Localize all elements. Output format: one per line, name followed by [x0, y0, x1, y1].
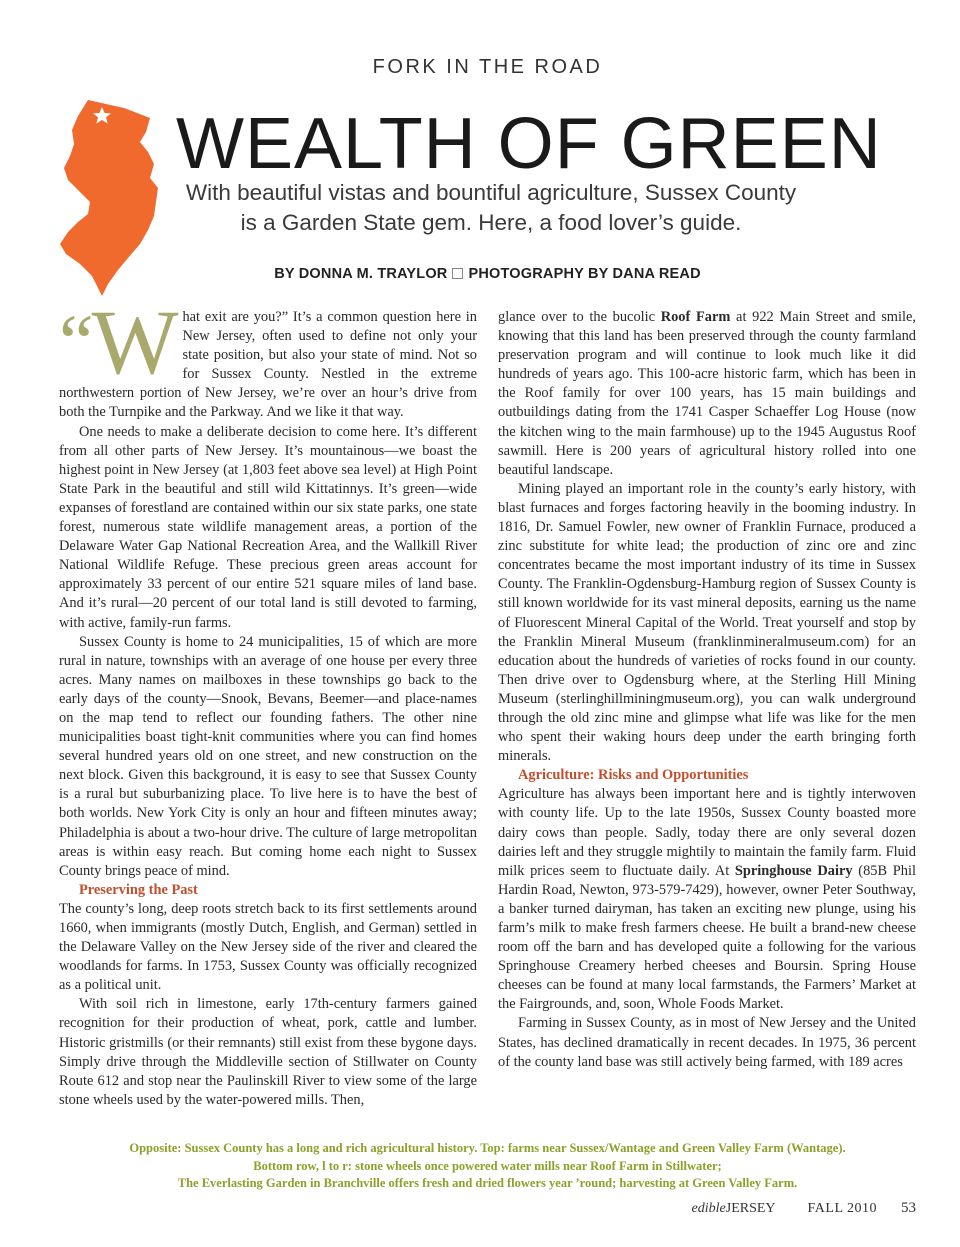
- subtitle-dek: With beautiful vistas and bountiful agriculture, Sussex County is a Garden State gem. Here, a food lover’s guide.: [185, 180, 797, 235]
- photo-caption: [0, 1140, 960, 1193]
- section-kicker: FORK IN THE ROAD: [372, 56, 603, 78]
- section-subhead: Preserving the Past: [79, 881, 198, 898]
- paragraph: With soil rich in limestone, early 17th-century farmers gained recognition for their production of wheat, pork, cattle and lumber. Historic gristmills (or their remnants) still exist from these bygone days. Simply drive through the Middleville section of Stillwater on County Route 612 and stop near the Paulinskill River to view some of the large stone wheels used by the water-powered mills. Then,: [59, 996, 477, 1108]
- business-name: Roof Farm: [660, 309, 731, 325]
- section-subhead: Agriculture: Risks and Opportunities: [518, 767, 749, 784]
- paragraph: The county’s long, deep roots stretch back to its first settlements around 1660, when immigrants (mostly Dutch, English, and German) settled in the Delaware Valley on the New Jersey side of the river and cleared the woodlands for farms. In 1753, Sussex County was officially recognized as a political unit.: [59, 900, 477, 994]
- magazine-brand: edibleJERSEY: [691, 1201, 776, 1216]
- byline-separator-icon: [452, 268, 463, 279]
- byline: [0, 266, 960, 282]
- paragraph: Mining played an important role in the county’s early history, with blast furnaces and forges factoring heavily in the booming industry. In 1816, Dr. Samuel Fowler, new owner of Franklin Furnace, produced a zinc substitute for white lead; the production of zinc ore and zinc concentrates became the most important industry of its time in Sussex County. The Franklin-Ogdensburg-Hamburg region of Sussex County is still known worldwide for its vast mineral deposits, earning us the name of Fluorescent Mineral Capital of the World. Treat yourself and stop by the Franklin Mineral Museum (franklinmineralmuseum.com) for an education about the hundreds of varieties of rocks found in our county. Then drive over to Ogdensburg where, at the Sterling Hill Mining Museum (sterlinghillminingmuseum.org), you can walk underground through the old zinc mine and glimpse what life was like for the men who spent their waking hours deep under the earth bringing forth minerals.: [498, 480, 916, 765]
- caption-line: The Everlasting Garden in Branchville offers fresh and dried flowers year ’round; harvesting at Green Valley Farm.: [177, 1176, 798, 1190]
- paragraph: glance over to the bucolic Roof Farm at 922 Main Street and smile, knowing that this land has been preserved through the county farmland preservation program and will continue to look much like it did hundreds of years ago. This 100-acre historic farm, which has been in the Roof family for over 100 years, has 15 main buildings and outbuildings dating from the 1741 Casper Schaeffer Log House (now the kitchen wing to the main farmhouse) up to the 1945 Augustus Roof sawmill. Here is 200 years of agricultural history rolled into one beautiful landscape.: [498, 309, 916, 478]
- article-column-left: [59, 291, 477, 1110]
- paragraph: “W hat exit are you?” It’s a common question here in New Jersey, often used to define not only your state position, but also your state of mind. Not so for Sussex County. Nestled in the extreme northwestern portion of New Jersey, we’re over an hour’s drive from both the Turnpike and the Parkway. And we like it that way.: [59, 291, 477, 421]
- paragraph: One needs to make a deliberate decision to come here. It’s different from all other parts of New Jersey. It’s mountainous—we boast the highest point in New Jersey (at 1,803 feet above sea level) at High Point State Park in the beautiful and still wild Kittatinnys. It’s green—wide expanses of forestland are contained within our six state parks, one state forest, numerous state wildlife management areas, a portion of the Delaware Water Gap National Recreation Area, and the Wallkill River National Wildlife Refuge. These precious green areas account for approximately 33 percent of our entire 521 square miles of land base. And it’s rural—20 percent of our total land is still devoted to farming, with active, family-run farms.: [59, 423, 477, 631]
- paragraph: Farming in Sussex County, as in most of New Jersey and the United States, has declined dramatically in recent decades. In 1975, 36 percent of the county land base was still actively being farmed, with 189 acres: [498, 1015, 916, 1070]
- page-number: 53: [901, 1200, 916, 1216]
- page-footer: [692, 1200, 916, 1217]
- byline-author: BY DONNA M. TRAYLOR: [274, 266, 448, 282]
- byline-photographer: PHOTOGRAPHY BY DANA READ: [468, 266, 701, 282]
- business-name: Springhouse Dairy: [734, 862, 853, 879]
- issue-date: FALL 2010: [807, 1201, 877, 1216]
- caption-line: Opposite: Sussex County has a long and rich agricultural history. Top: farms near Sussex/Wantage and Green Valley Farm (Wantage).: [129, 1141, 846, 1155]
- drop-cap: “W: [59, 291, 179, 393]
- article-column-right: [498, 308, 916, 1072]
- paragraph: Sussex County is home to 24 municipalities, 15 of which are more rural in nature, townships with an average of one house per every three acres. Many names on mailboxes in these townships go back to the early days of the county—Snook, Bevans, Beemer—and place-names on the map tend to reflect our founding fathers. The other nine municipalities boast tight-knit communities where you can find homes several hundred years old on one street, and new construction on the next block. Given this background, it is easy to see that Sussex County is a rural but suburbanizing place. To live here is to have the best of both worlds. New York City is only an hour and fifteen minutes away; Philadelphia is about a two-hour drive. The culture of large metropolitan areas is within easy reach. But coming home each night to Sussex County brings peace of mind.: [59, 633, 477, 879]
- paragraph: Agriculture has always been important here and is tightly interwoven with county life. Up to the late 1950s, Sussex County boasted more dairy cows than people. Sadly, today there are only several dozen dairies left and they struggle mightily to maintain the family farm. Fluid milk prices seem to fluctuate daily. At Springhouse Dairy (85B Phil Hardin Road, Newton, 973-579-7429), however, owner Peter Southway, a banker turned dairyman, has taken an exciting new plunge, using his farm’s milk to make fresh farmers cheese. He built a brand-new cheese room off the barn and has developed quite a following for the various Springhouse Creamery herbed cheeses and Boursin. Spring House cheeses can be found at many local farmstands, the Farmers’ Market at the Fairgrounds, and, soon, Whole Foods Market.: [498, 786, 916, 1013]
- page-title: WEALTH OF GREEN: [176, 104, 882, 184]
- caption-line: Bottom row, l to r: stone wheels once powered water mills near Roof Farm in Stillwater;: [253, 1158, 722, 1173]
